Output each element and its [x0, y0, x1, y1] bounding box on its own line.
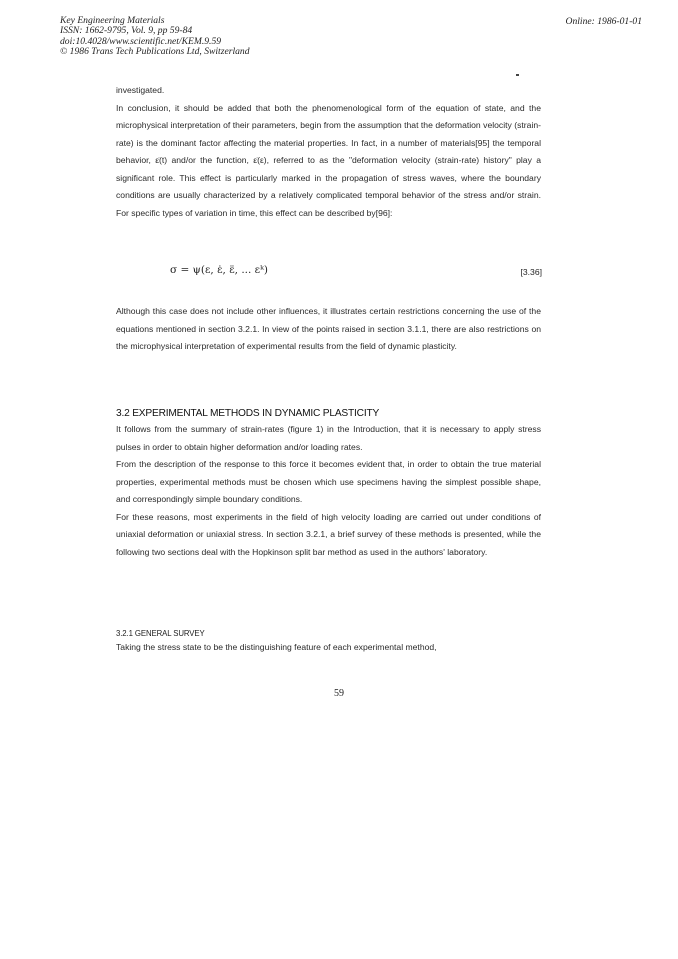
journal-copyright: © 1986 Trans Tech Publications Ltd, Switzerland: [60, 46, 250, 58]
equation: [170, 262, 542, 282]
paragraph: From the description of the response to this force it becomes evident that, in order to obtain the true material properties, experimental methods must be chosen which use specimens having the simplest possible shape, and correspondingly simple boundary conditions.: [116, 459, 541, 504]
paragraph: In conclusion, it should be added that both the phenomenological form of the equation of state, and the microphysical interpretation of their parameters, begin from the assumption that the deformation velocity (strain-rate) is the dominant factor affecting the material properties. In fact, in a number of materials[95] the temporal behavior, ε̇(t) and/or the function, ε̇(ε), referred to as the "deformation velocity (strain-rate) history" play a significant role. This effect is particularly marked in the propagation of stress waves, where the boundary conditions are usually characterized by a relatively complicated temporal behavior of the stress and/or strain. For specific types of variation in time, this effect can be described by[96]:: [116, 102, 541, 218]
online-date: Online: 1986-01-01: [565, 16, 642, 27]
journal-doi: doi:10.4028/www.scientific.net/KEM.9.59: [60, 35, 222, 47]
subsection-heading: 3.2.1 GENERAL SURVEY: [116, 629, 205, 638]
section-heading: 3.2 EXPERIMENTAL METHODS IN DYNAMIC PLASTICITY: [116, 408, 380, 419]
text-block-restrictions: [116, 303, 541, 356]
journal-header: [60, 16, 250, 58]
paragraph: investigated.: [116, 85, 165, 95]
scan-mark: [516, 74, 519, 76]
text-block-intro: [116, 82, 541, 222]
journal-issn: ISSN: 1662-9795, Vol. 9, pp 59-84: [60, 25, 193, 37]
page-number: 59: [334, 688, 344, 699]
text-block-survey: [116, 639, 541, 657]
journal-name: Key Engineering Materials: [60, 15, 165, 26]
text-block-section: [116, 421, 541, 561]
paragraph: Although this case does not include other influences, it illustrates certain restrictions concerning the use of the equations mentioned in section 3.2.1. In view of the points raised in section 3.1.1, there are also restrictions on the microphysical interpretation of experimental results from the field of dynamic plasticity.: [116, 306, 541, 351]
paragraph: Taking the stress state to be the distinguishing feature of each experimental method,: [116, 642, 437, 652]
equation-number: [3.36]: [520, 267, 542, 277]
equation-expression: σ = ψ(ε, ε̇, ε̈, ... εᵏ): [170, 264, 269, 276]
paragraph: For these reasons, most experiments in the field of high velocity loading are carried out under conditions of uniaxial deformation or uniaxial stress. In section 3.2.1, a brief survey of these methods is presented, while the following two sections deal with the Hopkinson split bar method as used in the authors' laboratory.: [116, 511, 541, 557]
paragraph: It follows from the summary of strain-rates (figure 1) in the Introduction, that it is necessary to apply stress pulses in order to obtain higher deformation and/or loading rates.: [116, 424, 541, 452]
